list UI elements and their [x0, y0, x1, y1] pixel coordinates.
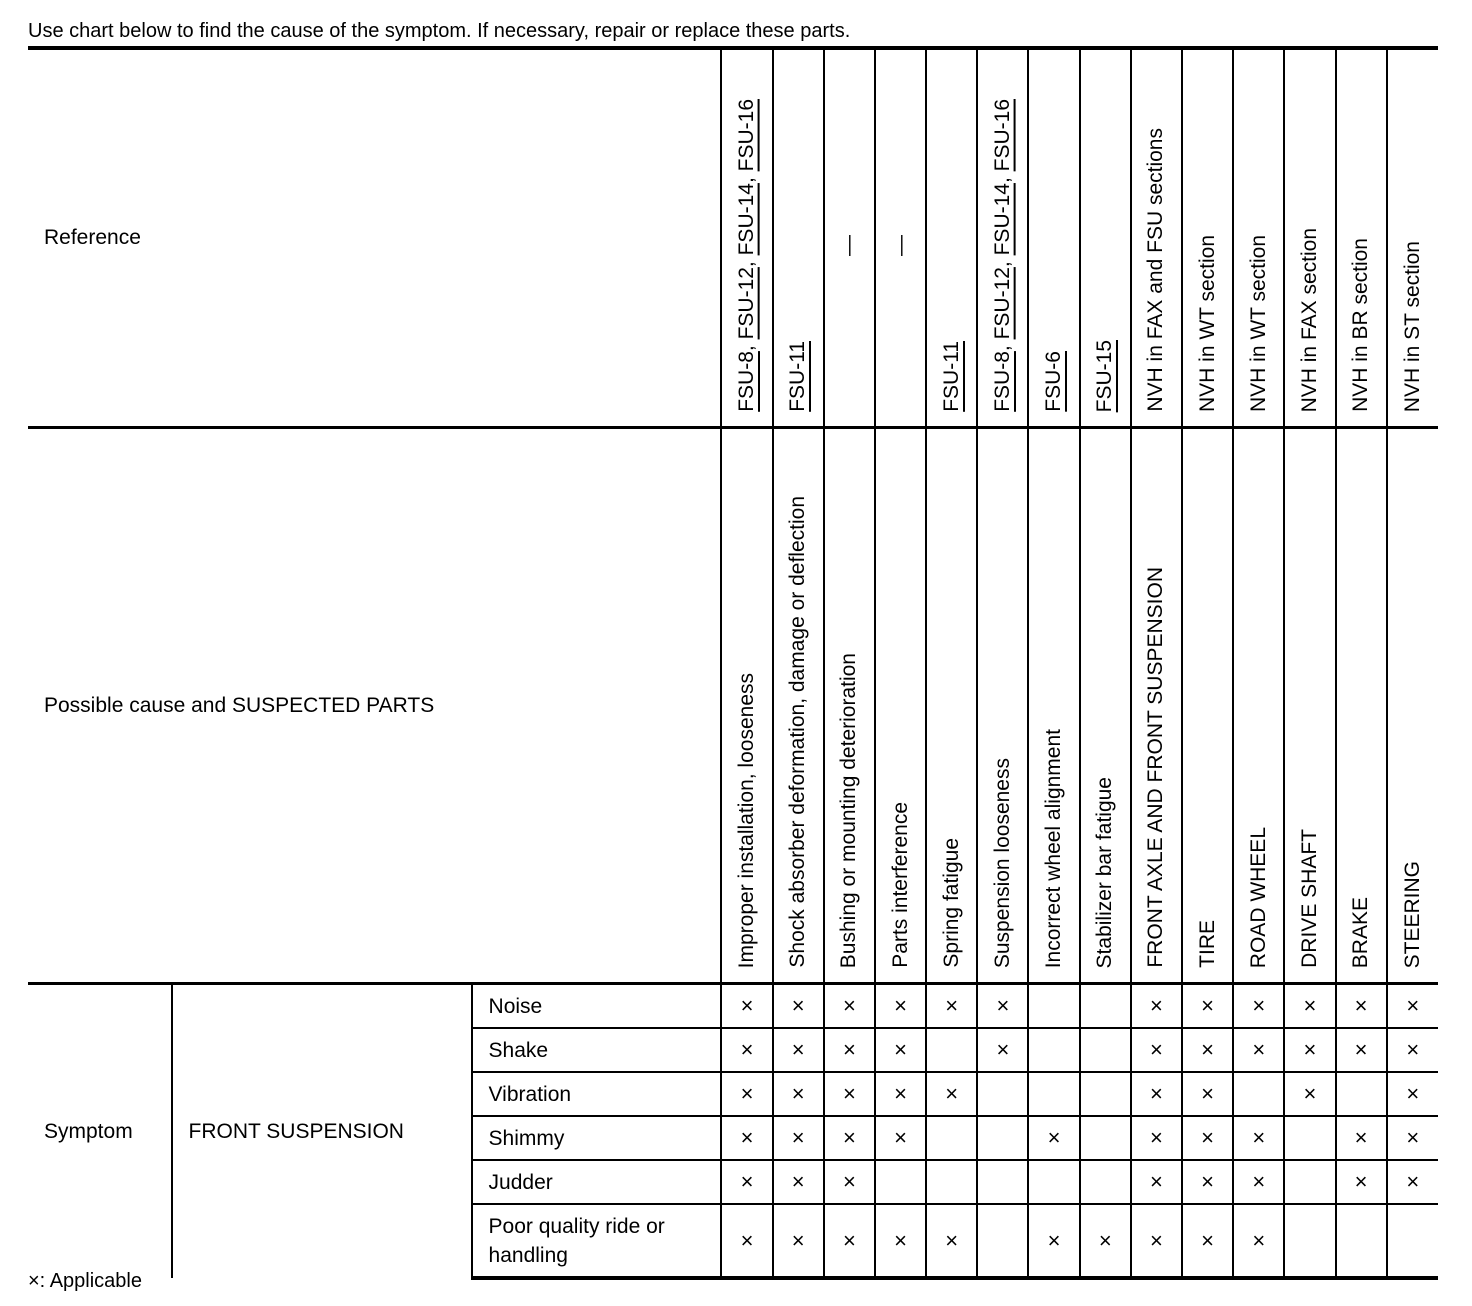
- applicable-mark: ×: [1387, 1160, 1438, 1204]
- applicable-mark: ×: [773, 1072, 824, 1116]
- applicable-mark: ×: [1233, 1204, 1284, 1278]
- applicable-mark: [926, 1028, 977, 1072]
- cause-cell: [977, 428, 1028, 984]
- applicable-mark: ×: [926, 984, 977, 1029]
- applicable-mark: ×: [875, 1028, 926, 1072]
- applicable-mark: ×: [1233, 1028, 1284, 1072]
- applicable-mark: ×: [1182, 1160, 1233, 1204]
- cause-cell: [721, 428, 772, 984]
- applicable-mark: ×: [875, 1116, 926, 1160]
- applicable-mark: [977, 1072, 1028, 1116]
- reference-cell: [977, 48, 1028, 428]
- applicable-mark: ×: [773, 1160, 824, 1204]
- applicable-mark: [977, 1116, 1028, 1160]
- applicable-mark: [1080, 984, 1131, 1029]
- diagnosis-chart: [28, 46, 1438, 1280]
- symptom-name: Vibration: [472, 1072, 722, 1116]
- applicable-mark: ×: [721, 1072, 772, 1116]
- reference-cell: [824, 48, 875, 428]
- applicable-mark: ×: [1387, 1028, 1438, 1072]
- applicable-mark: ×: [1387, 1116, 1438, 1160]
- applicable-mark: [1028, 984, 1079, 1029]
- applicable-mark: [977, 1204, 1028, 1278]
- applicable-mark: ×: [1284, 1028, 1335, 1072]
- cause-text: Bushing or mounting deterioration: [837, 652, 861, 968]
- applicable-mark: ×: [977, 1028, 1028, 1072]
- reference-cell: [875, 48, 926, 428]
- applicable-mark: ×: [773, 1204, 824, 1278]
- reference-text: FSU-8, FSU-12, FSU-14, FSU-16: [735, 99, 759, 412]
- applicable-mark: ×: [1028, 1204, 1079, 1278]
- reference-text: FSU-15: [1093, 339, 1117, 412]
- cause-cell: [1028, 428, 1079, 984]
- cause-text: STEERING: [1400, 860, 1424, 968]
- applicable-mark: ×: [1284, 984, 1335, 1029]
- applicable-mark: ×: [1028, 1116, 1079, 1160]
- applicable-mark: [1284, 1116, 1335, 1160]
- reference-text: NVH in BR section: [1349, 238, 1373, 412]
- applicable-mark: ×: [1131, 1116, 1182, 1160]
- applicable-mark: ×: [1131, 1204, 1182, 1278]
- symptom-name: Judder: [472, 1160, 722, 1204]
- cause-cell: [1387, 428, 1438, 984]
- applicable-mark: [1080, 1116, 1131, 1160]
- cause-text: Improper installation, looseness: [735, 672, 759, 968]
- applicable-mark: ×: [1182, 984, 1233, 1029]
- symptom-name: Poor quality ride or handling: [472, 1204, 722, 1278]
- cause-cell: [824, 428, 875, 984]
- applicable-mark: ×: [824, 1028, 875, 1072]
- reference-text: —: [888, 235, 912, 256]
- applicable-mark: [1080, 1072, 1131, 1116]
- applicable-mark: ×: [875, 1072, 926, 1116]
- reference-text: FSU-8, FSU-12, FSU-14, FSU-16: [990, 99, 1014, 412]
- symptom-name: Shimmy: [472, 1116, 722, 1160]
- reference-text: NVH in FAX and FSU sections: [1144, 128, 1168, 412]
- applicable-mark: ×: [824, 1160, 875, 1204]
- applicable-mark: ×: [721, 1028, 772, 1072]
- applicable-mark: ×: [875, 1204, 926, 1278]
- applicable-mark: [926, 1160, 977, 1204]
- reference-text: FSU-6: [1042, 351, 1066, 412]
- symptom-name: Shake: [472, 1028, 722, 1072]
- applicable-mark: ×: [1336, 1028, 1387, 1072]
- applicable-mark: ×: [773, 984, 824, 1029]
- applicable-mark: ×: [1387, 1072, 1438, 1116]
- applicable-mark: [1284, 1160, 1335, 1204]
- applicable-mark: ×: [1131, 1072, 1182, 1116]
- applicable-mark: ×: [1284, 1072, 1335, 1116]
- reference-text: FSU-11: [786, 341, 810, 412]
- reference-cell: [1387, 48, 1438, 428]
- cause-text: FRONT AXLE AND FRONT SUSPENSION: [1144, 567, 1168, 968]
- applicable-mark: ×: [721, 1204, 772, 1278]
- cause-text: Parts interference: [888, 802, 912, 968]
- applicable-mark: [1028, 1160, 1079, 1204]
- applicable-mark: ×: [1233, 1160, 1284, 1204]
- cause-cell: [1336, 428, 1387, 984]
- symptom-label: Symptom: [28, 984, 172, 1279]
- footnote: ×: Applicable: [28, 1270, 142, 1292]
- reference-text: NVH in WT section: [1195, 235, 1219, 412]
- applicable-mark: [1336, 1072, 1387, 1116]
- table-row: [28, 984, 1438, 1029]
- applicable-mark: [1233, 1072, 1284, 1116]
- applicable-mark: ×: [1336, 1116, 1387, 1160]
- reference-cell: [1336, 48, 1387, 428]
- cause-text: Incorrect wheel alignment: [1042, 728, 1066, 968]
- applicable-mark: ×: [1182, 1072, 1233, 1116]
- applicable-mark: ×: [1182, 1116, 1233, 1160]
- cause-text: BRAKE: [1349, 896, 1373, 968]
- cause-cell: [875, 428, 926, 984]
- applicable-mark: ×: [1233, 984, 1284, 1029]
- applicable-mark: ×: [875, 984, 926, 1029]
- applicable-mark: ×: [721, 1116, 772, 1160]
- applicable-mark: ×: [824, 1204, 875, 1278]
- reference-text: NVH in FAX section: [1297, 227, 1321, 412]
- applicable-mark: ×: [773, 1028, 824, 1072]
- reference-cell: [1233, 48, 1284, 428]
- applicable-mark: [1028, 1028, 1079, 1072]
- applicable-mark: ×: [1131, 984, 1182, 1029]
- cause-text: DRIVE SHAFT: [1297, 829, 1321, 968]
- reference-cell: [721, 48, 772, 428]
- applicable-mark: ×: [721, 984, 772, 1029]
- cause-text: Suspension looseness: [990, 757, 1014, 968]
- cause-label: Possible cause and SUSPECTED PARTS: [28, 428, 721, 984]
- reference-text: —: [837, 235, 861, 256]
- applicable-mark: [1028, 1072, 1079, 1116]
- cause-cell: [926, 428, 977, 984]
- cause-cell: [1182, 428, 1233, 984]
- applicable-mark: [1080, 1028, 1131, 1072]
- cause-cell: [1080, 428, 1131, 984]
- cause-cell: [1284, 428, 1335, 984]
- applicable-mark: ×: [977, 984, 1028, 1029]
- applicable-mark: [926, 1116, 977, 1160]
- reference-cell: [1080, 48, 1131, 428]
- applicable-mark: ×: [1080, 1204, 1131, 1278]
- cause-text: TIRE: [1195, 920, 1219, 968]
- reference-label: Reference: [28, 48, 721, 428]
- applicable-mark: ×: [1131, 1160, 1182, 1204]
- applicable-mark: [1080, 1160, 1131, 1204]
- applicable-mark: ×: [1233, 1116, 1284, 1160]
- applicable-mark: [875, 1160, 926, 1204]
- cause-text: Spring fatigue: [939, 838, 963, 968]
- applicable-mark: ×: [1182, 1028, 1233, 1072]
- applicable-mark: ×: [773, 1116, 824, 1160]
- applicable-mark: ×: [926, 1072, 977, 1116]
- cause-cell: [1131, 428, 1182, 984]
- reference-text: NVH in ST section: [1400, 240, 1424, 412]
- cause-cell: [773, 428, 824, 984]
- symptom-group: FRONT SUSPENSION: [172, 984, 472, 1279]
- cause-cell: [1233, 428, 1284, 984]
- applicable-mark: ×: [926, 1204, 977, 1278]
- reference-text: NVH in WT section: [1246, 235, 1270, 412]
- reference-text: FSU-11: [939, 341, 963, 412]
- reference-cell: [1028, 48, 1079, 428]
- reference-cell: [1284, 48, 1335, 428]
- reference-cell: [1131, 48, 1182, 428]
- applicable-mark: ×: [1131, 1028, 1182, 1072]
- applicable-mark: ×: [824, 1116, 875, 1160]
- reference-cell: [773, 48, 824, 428]
- reference-cell: [1182, 48, 1233, 428]
- cause-text: ROAD WHEEL: [1246, 826, 1270, 968]
- applicable-mark: [977, 1160, 1028, 1204]
- applicable-mark: ×: [721, 1160, 772, 1204]
- cause-text: Stabilizer bar fatigue: [1093, 776, 1117, 968]
- intro-text: Use chart below to find the cause of the symptom. If necessary, repair or replace these parts.: [28, 20, 851, 42]
- cause-text: Shock absorber deformation, damage or deflection: [786, 496, 810, 968]
- applicable-mark: ×: [824, 1072, 875, 1116]
- applicable-mark: [1336, 1204, 1387, 1278]
- symptom-name: Noise: [472, 984, 722, 1029]
- applicable-mark: [1284, 1204, 1335, 1278]
- applicable-mark: ×: [1336, 1160, 1387, 1204]
- applicable-mark: ×: [1387, 984, 1438, 1029]
- applicable-mark: ×: [824, 984, 875, 1029]
- reference-cell: [926, 48, 977, 428]
- applicable-mark: ×: [1182, 1204, 1233, 1278]
- applicable-mark: ×: [1336, 984, 1387, 1029]
- applicable-mark: [1387, 1204, 1438, 1278]
